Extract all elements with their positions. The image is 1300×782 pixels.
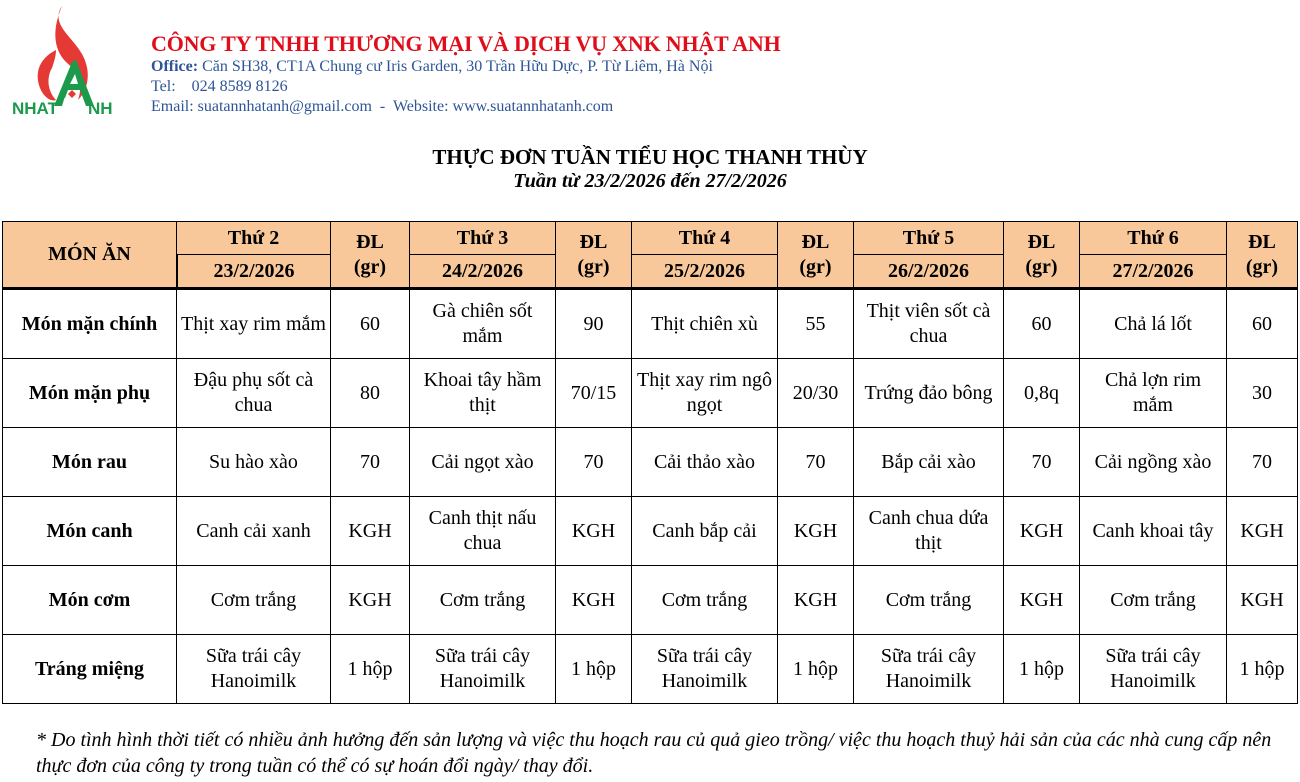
dish-cell: Khoai tây hầm thịt [410,359,556,428]
dish-cell: Su hào xào [177,428,331,497]
table-row-mon-rau [2,428,1298,497]
qty-cell: 1 hộp [1004,635,1080,704]
footnote: * Do tình hình thời tiết có nhiều ảnh hưởng đến sản lượng và việc thu hoạch rau củ quả gieo trồng/ việc thu hoạch thuỷ hải sản của các nhà cung cấp nên thực đơn của công ty trong tuần có thể có sự hoán đổi ngày/ thay đổi. [36,729,1272,777]
qty-cell: KGH [331,566,410,635]
header-date: 27/2/2026 [1080,255,1227,288]
row-label: Món cơm [2,566,177,635]
tel-number: 024 8589 8126 [191,78,288,95]
qty-cell: KGH [1004,497,1080,566]
dish-cell: Gà chiên sốt mắm [410,288,556,359]
row-label: Món mặn phụ [2,359,177,428]
dish-cell: Cơm trắng [854,566,1004,635]
email-link[interactable]: suatannhatanh@gmail.com [197,98,372,115]
header-qty: ĐL (gr) [1227,221,1298,288]
qty-cell: 1 hộp [331,635,410,704]
qty-cell: 0,8q [1004,359,1080,428]
dish-cell: Chả lợn rim mắm [1080,359,1227,428]
header-corner: MÓN ĂN [2,221,177,288]
qty-cell: 55 [778,288,854,359]
dish-cell: Sữa trái cây Hanoimilk [177,635,331,704]
dish-cell: Sữa trái cây Hanoimilk [1080,635,1227,704]
dish-cell: Thịt xay rim ngô ngọt [632,359,778,428]
qty-cell: KGH [778,566,854,635]
dish-cell: Thịt xay rim mắm [177,288,331,359]
header-day: Thứ 2 [177,221,331,255]
header-qty: ĐL (gr) [778,221,854,288]
dish-cell: Canh khoai tây [1080,497,1227,566]
menu-titles [0,145,1300,193]
row-label: Món canh [2,497,177,566]
table-row-mon-canh [2,497,1298,566]
header-date: 24/2/2026 [410,255,556,288]
page-title: THỰC ĐƠN TUẦN TIỂU HỌC THANH THÙY [432,145,868,169]
header-qty: ĐL (gr) [331,221,410,288]
company-logo [10,4,120,122]
header-day: Thứ 4 [632,221,778,255]
flame-logo-icon [10,4,120,122]
qty-cell: 70/15 [556,359,632,428]
contact-separator: - [379,98,386,115]
qty-cell: KGH [331,497,410,566]
qty-cell: 60 [1004,288,1080,359]
qty-cell: 70 [1004,428,1080,497]
dish-cell: Trứng đảo bông [854,359,1004,428]
qty-cell: 70 [1227,428,1298,497]
table-row-trang-mieng [2,635,1298,704]
table-row-mon-com [2,566,1298,635]
qty-cell: 70 [331,428,410,497]
header-date: 25/2/2026 [632,255,778,288]
dish-cell: Cơm trắng [410,566,556,635]
qty-cell: KGH [1227,497,1298,566]
dish-cell: Bắp cải xào [854,428,1004,497]
qty-cell: KGH [556,566,632,635]
row-label: Món mặn chính [2,288,177,359]
qty-cell: 1 hộp [556,635,632,704]
row-label: Tráng miệng [2,635,177,704]
dish-cell: Cải ngọt xào [410,428,556,497]
qty-cell: KGH [1227,566,1298,635]
svg-text:NH: NH [88,99,113,118]
qty-cell: 60 [331,288,410,359]
header-date: 23/2/2026 [177,255,331,288]
dish-cell: Sữa trái cây Hanoimilk [632,635,778,704]
email-label: Email: [151,98,194,115]
header-date: 26/2/2026 [854,255,1004,288]
qty-cell: 20/30 [778,359,854,428]
header-day: Thứ 5 [854,221,1004,255]
qty-cell: 60 [1227,288,1298,359]
qty-cell: KGH [778,497,854,566]
dish-cell: Canh thịt nấu chua [410,497,556,566]
qty-cell: 70 [778,428,854,497]
row-label: Món rau [2,428,177,497]
company-contact [151,97,781,117]
dish-cell: Cải thảo xào [632,428,778,497]
office-label: Office: [151,58,199,75]
header-qty: ĐL (gr) [556,221,632,288]
header-row-dates [2,255,1298,288]
svg-text:NHAT: NHAT [12,99,58,118]
dish-cell: Sữa trái cây Hanoimilk [410,635,556,704]
company-tel [151,77,781,97]
dish-cell: Thịt viên sốt cà chua [854,288,1004,359]
company-name: CÔNG TY TNHH THƯƠNG MẠI VÀ DỊCH VỤ XNK NHẬT ANH [151,31,781,56]
header-qty: ĐL (gr) [1004,221,1080,288]
dish-cell: Canh cải xanh [177,497,331,566]
dish-cell: Chả lá lốt [1080,288,1227,359]
company-header [151,31,781,117]
weekly-menu-table [2,221,1298,704]
qty-cell: 70 [556,428,632,497]
page-subtitle: Tuần từ 23/2/2026 đến 27/2/2026 [513,170,787,192]
dish-cell: Cơm trắng [177,566,331,635]
dish-cell: Thịt chiên xù [632,288,778,359]
dish-cell: Cơm trắng [1080,566,1227,635]
dish-cell: Canh chua dứa thịt [854,497,1004,566]
table-row-mon-man-phu [2,359,1298,428]
dish-cell: Sữa trái cây Hanoimilk [854,635,1004,704]
company-office [151,57,781,77]
qty-cell: 1 hộp [778,635,854,704]
qty-cell: 1 hộp [1227,635,1298,704]
website-link[interactable]: www.suatannhatanh.com [452,98,614,115]
qty-cell: 30 [1227,359,1298,428]
dish-cell: Cải ngồng xào [1080,428,1227,497]
qty-cell: 90 [556,288,632,359]
website-label: Website: [392,98,449,115]
header-row-days [2,221,1298,255]
dish-cell: Canh bắp cải [632,497,778,566]
dish-cell: Đậu phụ sốt cà chua [177,359,331,428]
tel-label: Tel: [151,78,176,95]
dish-cell: Cơm trắng [632,566,778,635]
qty-cell: KGH [1004,566,1080,635]
header-day: Thứ 6 [1080,221,1227,255]
header-day: Thứ 3 [410,221,556,255]
office-address: Căn SH38, CT1A Chung cư Iris Garden, 30 Trần Hữu Dực, P. Từ Liêm, Hà Nội [202,58,713,75]
qty-cell: 80 [331,359,410,428]
qty-cell: KGH [556,497,632,566]
table-row-mon-man-chinh [2,288,1298,359]
